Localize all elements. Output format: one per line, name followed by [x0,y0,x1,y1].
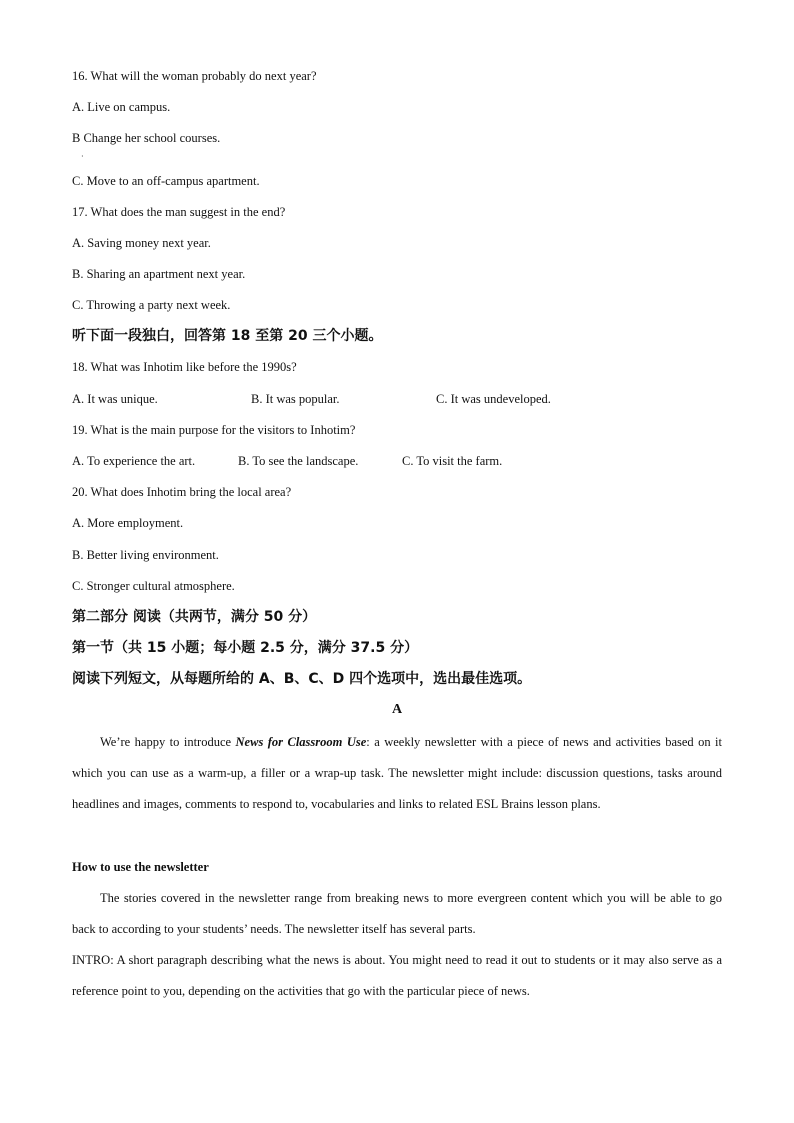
stray-dot: · [81,152,84,161]
passage-label: A [391,702,403,717]
passage-paragraph-1 [72,727,722,820]
newsletter-title: News for Classroom Use [235,735,367,749]
monologue-instruction: 听下面一段独白，回答第 18 至第 20 三个小题。 [72,328,383,344]
option-18c: C. It was undeveloped. [436,392,551,406]
option-20b: B. Better living environment. [72,548,219,562]
option-19c: C. To visit the farm. [402,454,503,468]
option-16a: A. Live on campus. [72,100,171,114]
question-18: 18. What was Inhotim like before the 1990s? [72,360,297,374]
section-heading: How to use the newsletter [72,860,209,874]
question-20: 20. What does Inhotim bring the local area? [72,485,292,499]
question-19: 19. What is the main purpose for the visitors to Inhotim? [72,423,356,437]
part2-title: 第二部分 阅读（共两节，满分 50 分） [72,609,317,625]
option-18b: B. It was popular. [251,392,340,406]
paragraph-1-body: : a weekly newsletter with a piece of news and activities based on it which you can use as a warm-up, a filler or a wrap-up task. The newsletter might include: discussion questions, tasks around headlines and images, comments to respond to, vocabularies and links to related ESL Brains lesson plans. [72,735,723,811]
option-16b: B Change her school courses. [72,131,221,145]
passage-paragraph-3: INTRO: A short paragraph describing what the news is about. You might need to read it out to students or it may also serve as a reference point to you, depending on the activities that go with the particular piece of news. [72,953,722,998]
option-17a: A. Saving money next year. [72,236,211,250]
option-19b: B. To see the landscape. [238,454,359,468]
option-18a: A. It was unique. [72,392,158,406]
paragraph-1-intro: We’re happy to introduce [100,735,236,749]
question-16: 16. What will the woman probably do next year? [72,69,317,83]
option-16c: C. Move to an off-campus apartment. [72,174,260,188]
question-17: 17. What does the man suggest in the end? [72,205,286,219]
section1-title: 第一节（共 15 小题；每小题 2.5 分，满分 37.5 分） [72,640,419,656]
option-19a: A. To experience the art. [72,454,196,468]
option-17c: C. Throwing a party next week. [72,298,231,312]
option-17b: B. Sharing an apartment next year. [72,267,246,281]
reading-instruction: 阅读下列短文，从每题所给的 A、B、C、D 四个选项中，选出最佳选项。 [72,671,532,687]
option-20c: C. Stronger cultural atmosphere. [72,579,235,593]
passage-paragraph-2: The stories covered in the newsletter range from breaking news to more evergreen content which you will be able to go back to according to your students’ needs. The newsletter itself has several parts. [72,891,722,936]
option-20a: A. More employment. [72,516,184,530]
